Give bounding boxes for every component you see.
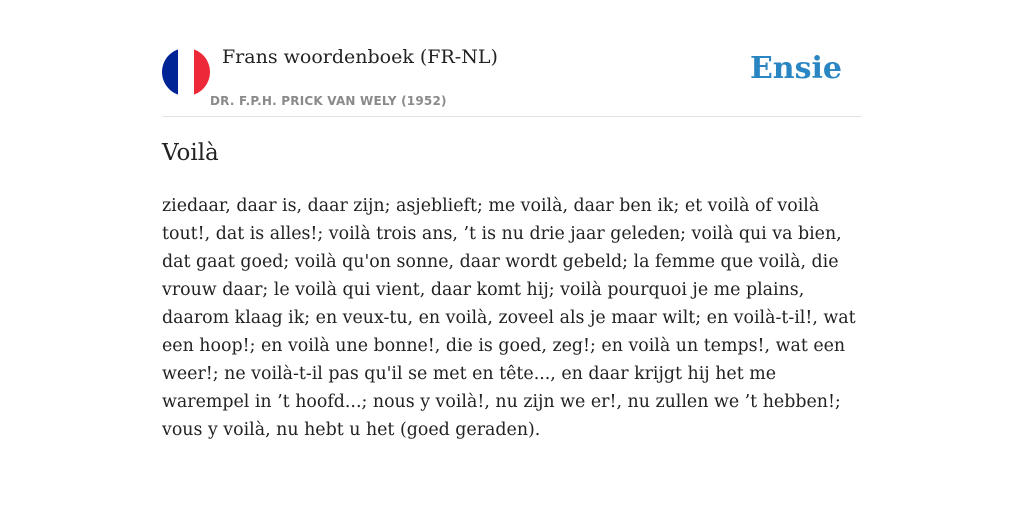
france-flag-icon <box>162 48 210 96</box>
flag-stripe-blue <box>162 48 178 96</box>
dictionary-author: DR. F.P.H. PRICK VAN WELY (1952) <box>210 94 447 108</box>
entry-definition: ziedaar, daar is, daar zijn; asjeblieft; me voilà, daar ben ik; et voilà of voilà tout!, dat is alles!; voilà trois ans, ’t is nu drie jaar geleden; voilà qui va bien, dat gaat goed; voilà qu'on sonne, daar wordt gebeld; la femme que voilà, die vrouw daar; le voilà qui vient, daar komt hij; voilà pourquoi je me plains, daarom klaag ik; en veux-tu, en voilà, zoveel als je maar wilt; en voilà-t-il!, wat een hoop!; en voilà une bonne!, die is goed, zeg!; en voilà un temps!, wat een weer!; ne voilà-t-il pas qu'il se met en tête..., en daar krijgt hij het me warempel in ’t hoofd...; nous y voilà!, nu zijn we er!, nu zullen we ’t hebben!; vous y voilà, nu hebt u het (goed geraden). <box>162 196 856 440</box>
flag-stripe-red <box>194 48 210 96</box>
entry-term: Voilà <box>162 140 219 166</box>
ensie-logo[interactable]: Ensie <box>749 51 842 86</box>
flag-stripe-white <box>178 48 194 96</box>
dictionary-title[interactable]: Frans woordenboek (FR-NL) <box>222 46 498 68</box>
dictionary-header <box>162 44 862 117</box>
